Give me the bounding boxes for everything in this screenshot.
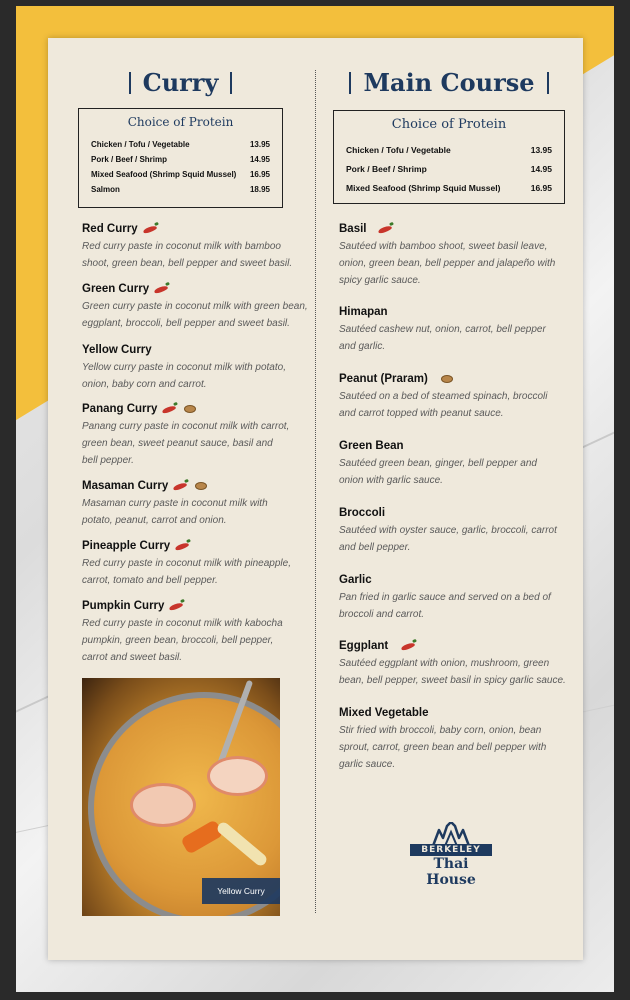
chili-pepper-icon: [175, 541, 190, 550]
photo-caption: Yellow Curry: [202, 878, 280, 904]
menu-item-garlic: Garlic Pan fried in garlic sauce and served on a bed of broccoli and carrot.: [339, 574, 551, 620]
protein-title: Choice of Protein: [127, 115, 234, 129]
menu-item-eggplant: Eggplant Sautéed eggplant with onion, mushroom, green bean, bell pepper, sweet basil in spicy garlic sauce.: [339, 640, 566, 686]
menu-item-pumpkin-curry: Pumpkin Curry Red curry paste in coconut milk with kabocha pumpkin, green bean, broccoli, bell pepper, carrot and sweet basil.: [82, 600, 283, 663]
menu-item-broccoli: Broccoli Sautéed with oyster sauce, garlic, broccoli, carrot and bell pepper.: [339, 507, 557, 553]
protein-row: Salmon 18.95: [91, 185, 270, 194]
protein-row: Pork / Beef / Shrimp 14.95: [346, 164, 552, 174]
curry-section-title: Curry: [78, 68, 283, 97]
peanut-icon: [195, 482, 207, 490]
temple-roof-icon: [431, 822, 471, 846]
berkeley-thai-house-logo: [410, 822, 492, 888]
main-course-section-title: Main Course: [333, 68, 565, 97]
column-divider: [315, 70, 316, 913]
peanut-icon: [441, 375, 453, 383]
protein-row: Chicken / Tofu / Vegetable 13.95: [91, 140, 270, 149]
logo-line2: Thai House: [426, 856, 476, 888]
menu-item-masaman-curry: Masaman Curry Masaman curry paste in coconut milk with potato, peanut, carrot and onion.: [82, 480, 268, 526]
menu-item-green-bean: Green Bean Sautéed green bean, ginger, bell pepper and onion with garlic sauce.: [339, 440, 537, 486]
menu-item-basil: Basil Sautéed with bamboo shoot, sweet basil leave, onion, green bean, bell pepper and jalapeño with spicy garlic sauce.: [339, 223, 556, 286]
protein-row: Pork / Beef / Shrimp 14.95: [91, 155, 270, 164]
main-protein-box: [333, 110, 565, 204]
chili-pepper-icon: [162, 404, 177, 413]
yellow-curry-photo: [82, 678, 280, 916]
protein-row: Mixed Seafood (Shrimp Squid Mussel) 16.95: [346, 183, 552, 193]
curry-protein-box: [78, 108, 283, 208]
chili-pepper-icon: [142, 224, 157, 233]
menu-item-peanut-praram: Peanut (Praram) Sautéed on a bed of steamed spinach, broccoli and carrot topped with peanut sauce.: [339, 373, 548, 419]
protein-row: Mixed Seafood (Shrimp Squid Mussel) 16.95: [91, 170, 270, 179]
protein-title: Choice of Protein: [391, 117, 507, 132]
peanut-icon: [184, 405, 196, 413]
menu-item-red-curry: Red Curry Red curry paste in coconut milk with bamboo shoot, green bean, bell pepper and sweet basil.: [82, 223, 293, 269]
menu-item-pineapple-curry: Pineapple Curry Red curry paste in coconut milk with pineapple, carrot, tomato and bell pepper.: [82, 540, 291, 586]
chili-pepper-icon: [169, 601, 184, 610]
protein-row: Chicken / Tofu / Vegetable 13.95: [346, 145, 552, 155]
menu-item-himapan: Himapan Sautéed cashew nut, onion, carrot, bell pepper and garlic.: [339, 306, 546, 352]
logo-line1: BERKELEY: [410, 844, 492, 856]
menu-item-panang-curry: Panang Curry Panang curry paste in coconut milk with carrot, green bean, sweet peanut sauce, basil and bell pepper.: [82, 403, 290, 466]
menu-item-green-curry: Green Curry Green curry paste in coconut milk with green bean, eggplant, broccoli, bell pepper and sweet basil.: [82, 283, 308, 329]
menu-item-mixed-vegetable: Mixed Vegetable Stir fried with broccoli, baby corn, onion, bean sprout, carrot, green bean and bell pepper with garlic sauce.: [339, 707, 547, 770]
menu-item-yellow-curry: Yellow Curry Yellow curry paste in coconut milk with potato, onion, baby corn and carrot.: [82, 344, 286, 390]
chili-pepper-icon: [173, 481, 188, 490]
chili-pepper-icon: [154, 284, 169, 293]
chili-pepper-icon: [377, 224, 392, 233]
chili-pepper-icon: [401, 641, 416, 650]
